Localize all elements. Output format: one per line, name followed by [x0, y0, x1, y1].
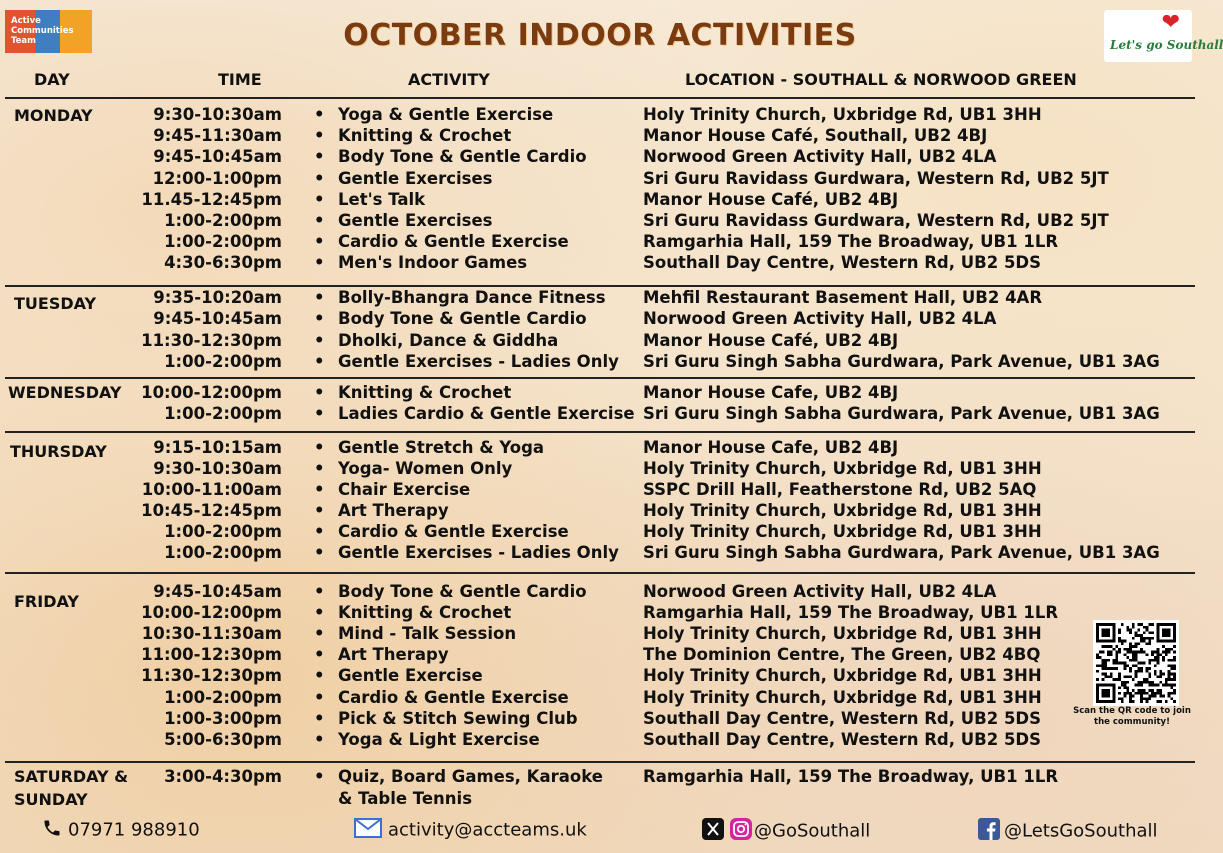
header-day: DAY: [34, 70, 70, 89]
table-row: [0, 438, 1200, 459]
activity-name: Art Therapy: [338, 645, 449, 665]
activity-time: 11:00-12:30pm: [141, 645, 282, 665]
header-time: TIME: [218, 70, 262, 89]
table-row: [0, 582, 1200, 603]
table-row: [0, 522, 1200, 543]
bullet-icon: •: [314, 438, 325, 457]
bullet-icon: •: [314, 687, 325, 707]
activity-name: Knitting & Crochet: [338, 603, 512, 623]
activity-time: 12:00-1:00pm: [152, 168, 282, 188]
section-divider: [5, 377, 1195, 379]
bullet-icon: •: [314, 603, 325, 623]
activity-name: & Table Tennis: [338, 789, 473, 808]
table-row: [0, 404, 1200, 425]
phone-number[interactable]: 07971 988910: [68, 819, 200, 841]
section-divider: [5, 431, 1195, 433]
social-handle[interactable]: @GoSouthall: [754, 820, 871, 842]
activity-location: Norwood Green Activity Hall, UB2 4LA: [643, 147, 997, 167]
bullet-icon: •: [314, 168, 325, 188]
activity-name: Knitting & Crochet: [338, 126, 512, 146]
activity-location: Holy Trinity Church, Uxbridge Rd, UB1 3HH: [643, 459, 1042, 478]
activity-name: Cardio & Gentle Exercise: [338, 687, 569, 707]
activity-time: 10:30-11:30am: [141, 624, 282, 644]
activity-location: Mehfil Restaurant Basement Hall, UB2 4AR: [643, 288, 1043, 307]
activity-location: Ramgarhia Hall, 159 The Broadway, UB1 1LR: [643, 603, 1059, 623]
bullet-icon: •: [314, 383, 325, 402]
activity-name: Yoga & Light Exercise: [338, 729, 540, 749]
page-title: OCTOBER INDOOR ACTIVITIES: [343, 18, 857, 53]
activity-time: 1:00-2:00pm: [164, 687, 282, 707]
activity-time: 9:45-11:30am: [153, 126, 282, 146]
activity-name: Let's Talk: [338, 189, 426, 209]
table-row: [0, 767, 1200, 788]
activity-time: 9:45-10:45am: [153, 309, 282, 329]
logo-line-2: Communities: [11, 26, 74, 36]
activity-location: Norwood Green Activity Hall, UB2 4LA: [643, 309, 997, 329]
activity-name: Body Tone & Gentle Cardio: [338, 147, 587, 167]
activity-time: 5:00-6:30pm: [164, 729, 282, 749]
activity-location: SSPC Drill Hall, Featherstone Rd, UB2 5AQ: [643, 480, 1037, 499]
header-activity: ACTIVITY: [408, 70, 490, 89]
activity-location: Manor House Cafe, UB2 4BJ: [643, 383, 899, 402]
day-label: WEDNESDAY: [8, 383, 122, 402]
instagram-icon: [730, 818, 752, 845]
day-label-line: SUNDAY: [14, 790, 88, 809]
table-row: [0, 126, 1200, 147]
activity-location: Holy Trinity Church, Uxbridge Rd, UB1 3HH: [643, 624, 1042, 644]
table-row: [0, 105, 1200, 126]
activity-location: Ramgarhia Hall, 159 The Broadway, UB1 1LR: [643, 767, 1059, 786]
activity-time: 9:45-10:45am: [153, 147, 282, 167]
footer-email: [354, 818, 587, 843]
activity-time: 1:00-2:00pm: [164, 543, 282, 562]
activity-name: Gentle Stretch & Yoga: [338, 438, 545, 457]
activity-location: Southall Day Centre, Western Rd, UB2 5DS: [643, 708, 1042, 728]
bullet-icon: •: [314, 126, 325, 146]
activity-location: Southall Day Centre, Western Rd, UB2 5DS: [643, 253, 1042, 273]
bullet-icon: •: [314, 767, 325, 786]
activity-location: Norwood Green Activity Hall, UB2 4LA: [643, 582, 997, 601]
activity-name: Yoga & Gentle Exercise: [338, 105, 554, 124]
bullet-icon: •: [314, 189, 325, 209]
activity-time: 9:30-10:30am: [153, 105, 282, 124]
activity-name: Cardio & Gentle Exercise: [338, 522, 569, 541]
activity-location: Ramgarhia Hall, 159 The Broadway, UB1 1LR: [643, 232, 1059, 252]
table-row: [0, 730, 1200, 751]
bullet-icon: •: [314, 459, 325, 478]
logo-line-1: Active: [11, 16, 41, 26]
activity-name: Chair Exercise: [338, 480, 471, 499]
day-label: TUESDAY: [14, 294, 97, 313]
bullet-icon: •: [314, 666, 325, 686]
activity-time: 1:00-2:00pm: [164, 211, 282, 230]
bullet-icon: •: [314, 708, 325, 728]
bullet-icon: •: [314, 480, 325, 499]
table-row: [0, 709, 1200, 730]
table-row: [0, 147, 1200, 168]
footer-facebook: [978, 818, 1158, 845]
table-row: [0, 169, 1200, 190]
activity-name: Gentle Exercises - Ladies Only: [338, 351, 619, 371]
table-row: [0, 288, 1200, 309]
bullet-icon: •: [314, 232, 325, 252]
section-divider: [5, 572, 1195, 574]
activity-time: 1:00-2:00pm: [164, 522, 282, 541]
activity-name: Yoga- Women Only: [338, 459, 513, 478]
table-row: [0, 480, 1200, 501]
activity-name: Art Therapy: [338, 501, 449, 520]
activity-time: 10:45-12:45pm: [141, 501, 282, 520]
day-label: THURSDAY: [10, 442, 107, 461]
logo-right-text: Let's go Southall: [1110, 38, 1223, 52]
activity-name: Men's Indoor Games: [338, 253, 528, 273]
email-icon: [354, 818, 382, 843]
table-row: [0, 352, 1200, 373]
activity-location: Holy Trinity Church, Uxbridge Rd, UB1 3HH: [643, 501, 1042, 520]
footer-social: [702, 818, 870, 845]
section-divider: [5, 761, 1195, 763]
header-rule: [5, 97, 1195, 99]
bullet-icon: •: [314, 543, 325, 562]
bullet-icon: •: [314, 253, 325, 273]
table-row: [0, 459, 1200, 480]
table-row: [0, 383, 1200, 404]
bullet-icon: •: [314, 147, 325, 167]
activity-location: Sri Guru Ravidass Gurdwara, Western Rd, UB2 5JT: [643, 211, 1109, 230]
activity-time: 1:00-2:00pm: [164, 232, 282, 252]
table-row: [0, 253, 1200, 274]
table-row: [0, 501, 1200, 522]
activity-time: 10:00-12:00pm: [141, 383, 282, 402]
activity-name: Gentle Exercises: [338, 168, 493, 188]
activity-time: 1:00-2:00pm: [164, 404, 282, 423]
heart-icon: ❤: [1161, 10, 1180, 35]
activity-time: 9:45-10:45am: [153, 582, 282, 601]
activity-name: Dholki, Dance & Giddha: [338, 330, 559, 350]
table-row: [0, 309, 1200, 330]
table-row: [0, 543, 1200, 564]
activity-location: Holy Trinity Church, Uxbridge Rd, UB1 3HH: [643, 105, 1042, 124]
bullet-icon: •: [314, 645, 325, 665]
bullet-icon: •: [314, 582, 325, 601]
activity-name: Bolly-Bhangra Dance Fitness: [338, 288, 606, 307]
activity-location: The Dominion Centre, The Green, UB2 4BQ: [643, 645, 1041, 665]
activity-time: 10:00-11:00am: [141, 480, 282, 499]
activity-time: 9:15-10:15am: [153, 438, 282, 457]
facebook-icon: [978, 818, 1000, 845]
table-row: [0, 624, 1200, 645]
bullet-icon: •: [314, 211, 325, 230]
activity-location: Southall Day Centre, Western Rd, UB2 5DS: [643, 729, 1042, 749]
table-row: [0, 789, 1200, 810]
activity-name: Ladies Cardio & Gentle Exercise: [338, 404, 635, 423]
bullet-icon: •: [314, 351, 325, 371]
header-location: LOCATION - SOUTHALL & NORWOOD GREEN: [685, 70, 1077, 89]
table-row: [0, 688, 1200, 709]
phone-icon: [42, 818, 62, 843]
activity-name: Gentle Exercises: [338, 211, 493, 230]
bullet-icon: •: [314, 404, 325, 423]
activity-time: 11:30-12:30pm: [141, 330, 282, 350]
activity-location: Sri Guru Singh Sabha Gurdwara, Park Avenue, UB1 3AG: [643, 543, 1160, 562]
table-row: [0, 603, 1200, 624]
activity-name: Gentle Exercises - Ladies Only: [338, 543, 619, 562]
table-row: [0, 232, 1200, 253]
bullet-icon: •: [314, 105, 325, 124]
activity-time: 9:30-10:30am: [153, 459, 282, 478]
activity-name: Body Tone & Gentle Cardio: [338, 582, 587, 601]
bullet-icon: •: [314, 522, 325, 541]
x-icon: [702, 818, 724, 845]
activity-time: 11:30-12:30pm: [141, 666, 282, 686]
table-row: [0, 666, 1200, 687]
activity-name: Knitting & Crochet: [338, 383, 512, 402]
activity-name: Cardio & Gentle Exercise: [338, 232, 569, 252]
footer-phone: [42, 818, 200, 843]
activity-location: Sri Guru Ravidass Gurdwara, Western Rd, UB2 5JT: [643, 168, 1109, 188]
table-row: [0, 645, 1200, 666]
bullet-icon: •: [314, 288, 325, 307]
activity-name: Pick & Stitch Sewing Club: [338, 708, 578, 728]
activity-location: Manor House Café, Southall, UB2 4BJ: [643, 126, 988, 146]
activity-name: Mind - Talk Session: [338, 624, 517, 644]
bullet-icon: •: [314, 501, 325, 520]
logo-line-3: Team: [11, 36, 37, 46]
activity-time: 1:00-3:00pm: [164, 708, 282, 728]
bullet-icon: •: [314, 624, 325, 644]
section-divider: [5, 285, 1195, 287]
table-row: [0, 190, 1200, 211]
bullet-icon: •: [314, 330, 325, 350]
bullet-icon: •: [314, 309, 325, 329]
activity-time: 1:00-2:00pm: [164, 351, 282, 371]
day-label: FRIDAY: [14, 592, 79, 611]
activity-time: 9:35-10:20am: [153, 288, 282, 307]
activity-location: Manor House Cafe, UB2 4BJ: [643, 438, 899, 457]
activity-location: Sri Guru Singh Sabha Gurdwara, Park Avenue, UB1 3AG: [643, 351, 1160, 371]
day-label: MONDAY: [14, 106, 93, 125]
activity-location: Manor House Café, UB2 4BJ: [643, 330, 899, 350]
day-label-line: SATURDAY &: [14, 767, 129, 786]
activity-name: Gentle Exercise: [338, 666, 483, 686]
activity-time: 10:00-12:00pm: [141, 603, 282, 623]
activity-name: Body Tone & Gentle Cardio: [338, 309, 587, 329]
activity-time: 11.45-12:45pm: [141, 189, 282, 209]
activity-location: Holy Trinity Church, Uxbridge Rd, UB1 3HH: [643, 687, 1042, 707]
qr-code: [1093, 620, 1179, 706]
bullet-icon: •: [314, 729, 325, 749]
facebook-handle[interactable]: @LetsGoSouthall: [1004, 820, 1158, 842]
qr-caption: Scan the QR code to join the community!: [1073, 706, 1191, 727]
activity-name: Quiz, Board Games, Karaoke: [338, 767, 603, 786]
email-address[interactable]: activity@accteams.uk: [388, 819, 587, 841]
activity-time: 4:30-6:30pm: [164, 253, 282, 273]
table-row: [0, 211, 1200, 232]
activity-location: Sri Guru Singh Sabha Gurdwara, Park Avenue, UB1 3AG: [643, 404, 1160, 423]
table-row: [0, 331, 1200, 352]
activity-location: Holy Trinity Church, Uxbridge Rd, UB1 3HH: [643, 666, 1042, 686]
activity-time: 3:00-4:30pm: [164, 767, 282, 786]
activity-location: Manor House Café, UB2 4BJ: [643, 189, 899, 209]
activity-location: Holy Trinity Church, Uxbridge Rd, UB1 3HH: [643, 522, 1042, 541]
